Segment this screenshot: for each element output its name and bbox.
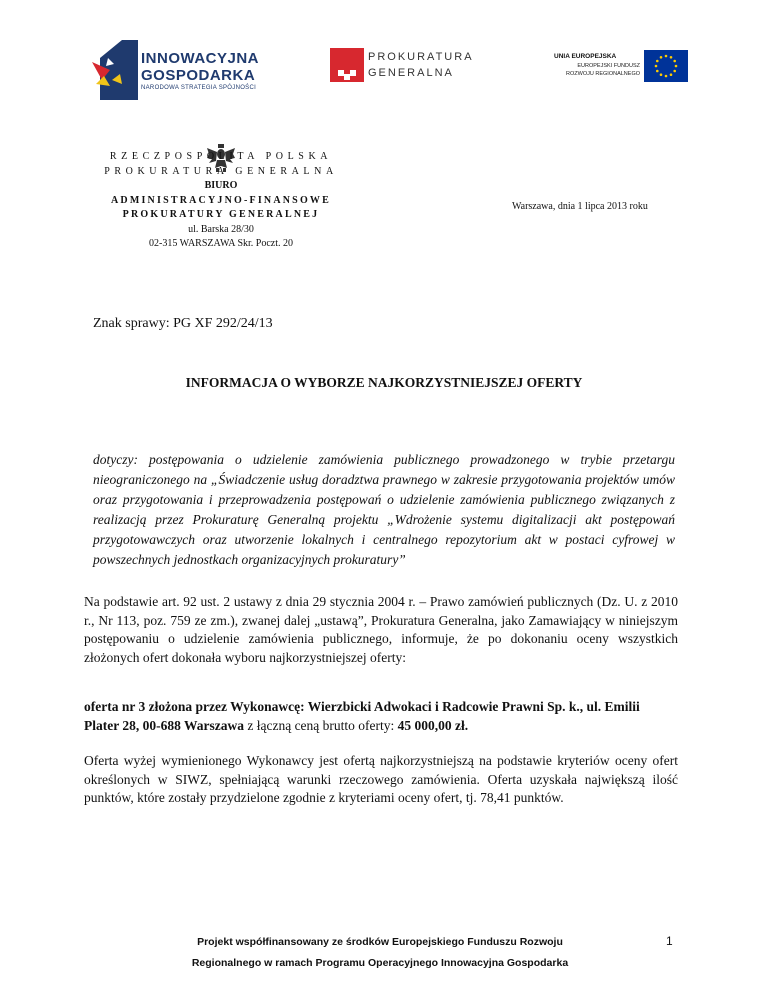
offer-price: 45 000,00 zł. (397, 717, 469, 733)
ig-logo-line3: NARODOWA STRATEGIA SPÓJNOŚCI (141, 85, 257, 91)
pg-logo-line1: PROKURATURA (368, 51, 474, 63)
sender-line-4: ADMINISTRACYJNO-FINANSOWE (110, 194, 331, 206)
eu-logo-line2: EUROPEJSKI FUNDUSZ (577, 63, 640, 69)
pg-logo-line2: GENERALNA (368, 67, 454, 79)
offer-details: oferta nr 3 złożona przez Wykonawcę: Wierzbicki Adwokaci i Radcowie Prawni Sp. k., ul. Emilii Plater 28, 00-688 Warszawa (84, 699, 640, 733)
justification-paragraph: Oferta wyżej wymienionego Wykonawcy jest ofertą najkorzystniejszą na podstawie kryteriów oceny ofert określonych w SIWZ, spełniającą warunki rzeczowego zamówienia. Oferta uzyskała największą ilość punktów, które zostały przydzielone zgodnie z kryteriami oceny ofert, tj. 78,41 punktów. (84, 753, 678, 805)
footer-line-1: Projekt współfinansowany ze środków Europejskiego Funduszu Rozwoju (197, 936, 563, 948)
ig-logo-line2: GOSPODARKA (141, 67, 256, 84)
legal-basis-paragraph: Na podstawie art. 92 ust. 2 ustawy z dnia 29 stycznia 2004 r. – Prawo zamówień publicznych (Dz. U. z 2010 r., Nr 113, poz. 759 ze zm.), zwanej dalej „ustawą”, Prokuratura Generalna, jako Zamawiający w niniejszym postępowaniu o udzielenie zamówienia publicznego, informuje, że po dokonaniu oceny wszystkich złożonych ofert dokonała wyboru najkorzystniejszej oferty: (84, 594, 678, 665)
offer-price-label: z łączną ceną brutto oferty: (243, 717, 398, 733)
innowacyjna-gospodarka-emblem (92, 40, 138, 100)
prokuratura-generalna-logo (330, 48, 480, 84)
prokuratura-emblem-icon (330, 48, 364, 82)
sender-line-1: RZECZPOSPOLITA POLSKA (109, 151, 333, 162)
eu-logo-line3: ROZWOJU REGIONALNEGO (566, 71, 640, 77)
sender-address-block (96, 150, 346, 252)
sender-line-7: 02-315 WARSZAWA Skr. Poczt. 20 (148, 238, 294, 249)
sender-line-3: BIURO (204, 180, 238, 191)
selected-offer-paragraph (84, 698, 678, 735)
case-number: Znak sprawy: PG XF 292/24/13 (93, 316, 273, 331)
subject-paragraph: dotyczy: postępowania o udzielenie zamówienia publicznego prowadzonego w trybie przetargu nieograniczonego na „Świadczenie usług doradztwa prawnego w zakresie przygotowania projektów umów oraz przygotowania i przeprowadzenia postępowań o udzielenie zamówienia publicznego związanych z realizacją przez Prokuraturę Generalną projektu „Wdrożenie systemu digitalizacji akt postępowań przygotowawczych oraz utworzenie lokalnych i centralnego repozytorium akt w postaci cyfrowej w powszechnych jednostkach organizacyjnych prokuratury” (93, 452, 675, 567)
sender-line-5: PROKURATURY GENERALNEJ (122, 209, 320, 220)
eu-logo (530, 50, 680, 86)
eu-flag-icon (644, 50, 688, 82)
footer-line-2: Regionalnego w ramach Programu Operacyjnego Innowacyjna Gospodarka (191, 957, 569, 969)
innowacyjna-gospodarka-logo (92, 40, 292, 102)
ig-logo-line1: INNOWACYJNA (141, 50, 260, 67)
funding-footer (130, 932, 630, 974)
document-title: INFORMACJA O WYBORZE NAJKORZYSTNIEJSZEJ OFERTY (185, 375, 583, 390)
sender-line-2: PROKURATURA GENERALNA (104, 165, 338, 177)
eu-logo-line1: UNIA EUROPEJSKA (554, 53, 617, 60)
document-date: Warszawa, dnia 1 lipca 2013 roku (512, 201, 648, 212)
page-number: 1 (666, 934, 673, 948)
sender-line-6: ul. Barska 28/30 (188, 223, 254, 235)
